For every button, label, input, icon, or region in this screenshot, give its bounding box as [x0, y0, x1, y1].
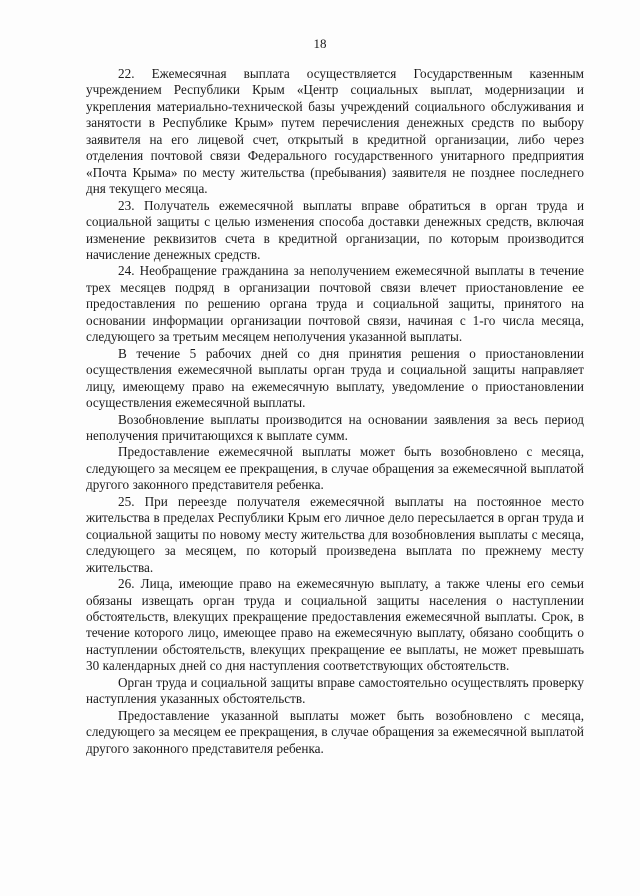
- page-number: 18: [313, 36, 327, 51]
- paragraph-23: 23. Получатель ежемесячной выплаты вправе обратиться в орган труда и социальной защиты с целью изменения способа доставки денежных средств, включая изменение реквизитов счета в кредитной организации, по которым производится начисление денежных средств.: [86, 197, 584, 262]
- paragraph-24-resumption: Возобновление выплаты производится на основании заявления за весь период неполучения причитающихся к выплате сумм.: [86, 411, 584, 443]
- paragraph-26-resumption: Предоставление указанной выплаты может быть возобновлено с месяца, следующего за месяцем ее прекращения, в случае обращения за ежемесячной выплатой другого законного представителя ребенка.: [86, 707, 584, 756]
- paragraph-25: 25. При переезде получателя ежемесячной выплаты на постоянное место жительства в пределах Республики Крым его личное дело пересылается в орган труда и социальной защиты по новому месту жительства для возобновления выплаты с месяца, следующего за месяцем, по который произведена выплата по прежнему месту жительства.: [86, 493, 584, 575]
- paragraph-24-other-representative: Предоставление ежемесячной выплаты может быть возобновлено с месяца, следующего за месяцем ее прекращения, в случае обращения за ежемесячной выплатой другого законного представителя ребенка.: [86, 444, 584, 493]
- paragraph-24-suspension-notice: В течение 5 рабочих дней со дня принятия решения о приостановлении осуществления ежемесячной выплаты орган труда и социальной защиты направляет лицу, имеющему право на ежемесячную выплату, уведомление о приостановлении осуществления ежемесячной выплаты.: [86, 345, 584, 411]
- paragraph-26-verification: Орган труда и социальной защиты вправе самостоятельно осуществлять проверку наступления указанных обстоятельств.: [86, 674, 584, 707]
- paragraph-26: 26. Лица, имеющие право на ежемесячную выплату, а также члены его семьи обязаны извещать орган труда и социальной защиты населения о наступлении обстоятельств, влекущих прекращение предоставления ежемесячной выплаты. Срок, в течение которого лицо, имеющее право на ежемесячную выплату, обязано сообщить о наступлении обстоятельств, влекущих прекращение ее выплаты, не может превышать 30 календарных дней со дня наступления соответствующих обстоятельств.: [86, 576, 584, 674]
- paragraph-24: 24. Необращение гражданина за неполучением ежемесячной выплаты в течение трех месяцев подряд в организации почтовой связи влечет приостановление ее предоставления по решению органа труда и социальной защиты, принятого на основании информации организации почтовой связи, начиная с 1-го числа месяца, следующего за третьим месяцем неполучения указанной выплаты.: [86, 263, 584, 345]
- document-body: [86, 66, 584, 757]
- paragraph-22: 22. Ежемесячная выплата осуществляется Государственным казенным учреждением Республики Крым «Центр социальных выплат, модернизации и укрепления материально-технической базы учреждений социального обслуживания и занятости в Республике Крым» путем перечисления денежных средств по выбору заявителя на его лицевой счет, открытый в кредитной организации, либо через отделения почтовой связи Федерального государственного унитарного предприятия «Почта Крыма» по месту жительства (пребывания) заявителя не позднее последнего дня текущего месяца.: [86, 66, 584, 197]
